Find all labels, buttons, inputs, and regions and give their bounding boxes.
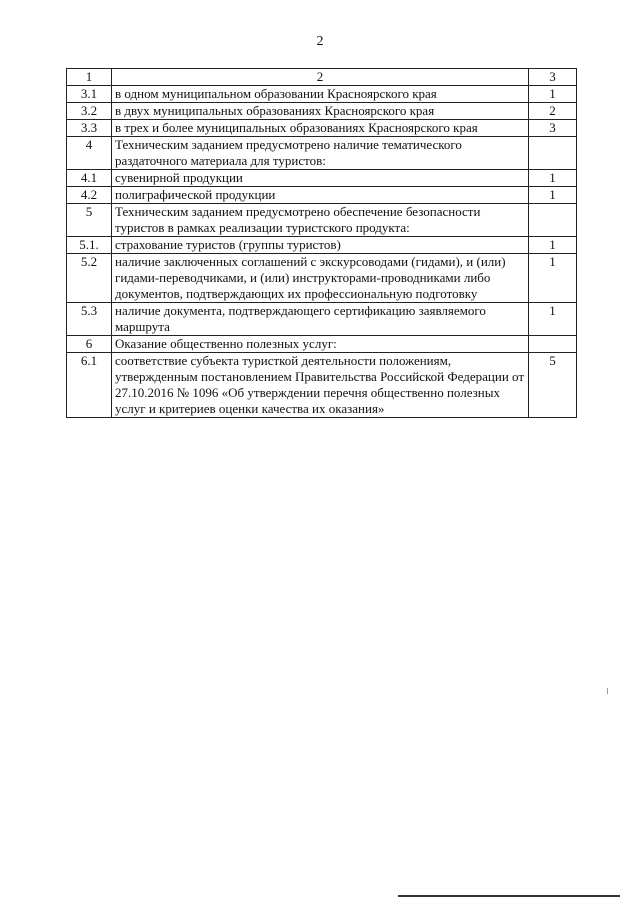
table-row — [67, 86, 577, 103]
row-score — [529, 137, 577, 170]
row-number: 5 — [67, 204, 112, 237]
table-row-section — [67, 137, 577, 170]
header-cell-2: 2 — [112, 69, 529, 86]
row-criterion: в одном муниципальном образовании Красноярского края — [112, 86, 529, 103]
row-score: 1 — [529, 170, 577, 187]
row-criterion: наличие заключенных соглашений с экскурсоводами (гидами), и (или) гидами-переводчиками, и (или) инструкторами-проводниками либо документов, подтверждающих их профессиональную подготовку — [112, 254, 529, 303]
header-cell-3: 3 — [529, 69, 577, 86]
row-criterion: полиграфической продукции — [112, 187, 529, 204]
row-number: 4.2 — [67, 187, 112, 204]
row-score: 1 — [529, 254, 577, 303]
scan-artifact — [607, 688, 608, 694]
row-criterion: в трех и более муниципальных образованиях Красноярского края — [112, 120, 529, 137]
row-number: 3.1 — [67, 86, 112, 103]
row-score: 2 — [529, 103, 577, 120]
row-criterion: сувенирной продукции — [112, 170, 529, 187]
table-row — [67, 254, 577, 303]
row-number: 4 — [67, 137, 112, 170]
table-row — [67, 303, 577, 336]
row-number: 6 — [67, 336, 112, 353]
row-criterion: Техническим заданием предусмотрено наличие тематического раздаточного материала для туристов: — [112, 137, 529, 170]
table-row — [67, 170, 577, 187]
row-number: 4.1 — [67, 170, 112, 187]
table-row — [67, 353, 577, 418]
row-score — [529, 336, 577, 353]
row-criterion: Оказание общественно полезных услуг: — [112, 336, 529, 353]
row-number: 5.3 — [67, 303, 112, 336]
criteria-table — [66, 68, 577, 418]
row-criterion: соответствие субъекта туристкой деятельности положениям, утвержденным постановлением Правительства Российской Федерации от 27.10.2016 № 1096 «Об утверждении перечня общественно полезных услуг и критериев оценки качества их оказания» — [112, 353, 529, 418]
row-criterion: Техническим заданием предусмотрено обеспечение безопасности туристов в рамках реализации туристского продукта: — [112, 204, 529, 237]
row-number: 3.3 — [67, 120, 112, 137]
row-criterion: страхование туристов (группы туристов) — [112, 237, 529, 254]
row-score: 1 — [529, 187, 577, 204]
row-score: 3 — [529, 120, 577, 137]
scan-edge-line — [398, 895, 620, 897]
row-criterion: в двух муниципальных образованиях Красноярского края — [112, 103, 529, 120]
row-number: 6.1 — [67, 353, 112, 418]
row-number: 5.2 — [67, 254, 112, 303]
row-criterion: наличие документа, подтверждающего сертификацию заявляемого маршрута — [112, 303, 529, 336]
row-score: 1 — [529, 303, 577, 336]
row-score: 1 — [529, 86, 577, 103]
table-row — [67, 237, 577, 254]
table-header-row — [67, 69, 577, 86]
row-score: 5 — [529, 353, 577, 418]
table-row-section — [67, 204, 577, 237]
row-number: 5.1. — [67, 237, 112, 254]
page-number: 2 — [316, 34, 324, 49]
header-cell-1: 1 — [67, 69, 112, 86]
row-score: 1 — [529, 237, 577, 254]
table-row — [67, 120, 577, 137]
row-score — [529, 204, 577, 237]
row-number: 3.2 — [67, 103, 112, 120]
table-row — [67, 187, 577, 204]
table-row-section — [67, 336, 577, 353]
table-row — [67, 103, 577, 120]
